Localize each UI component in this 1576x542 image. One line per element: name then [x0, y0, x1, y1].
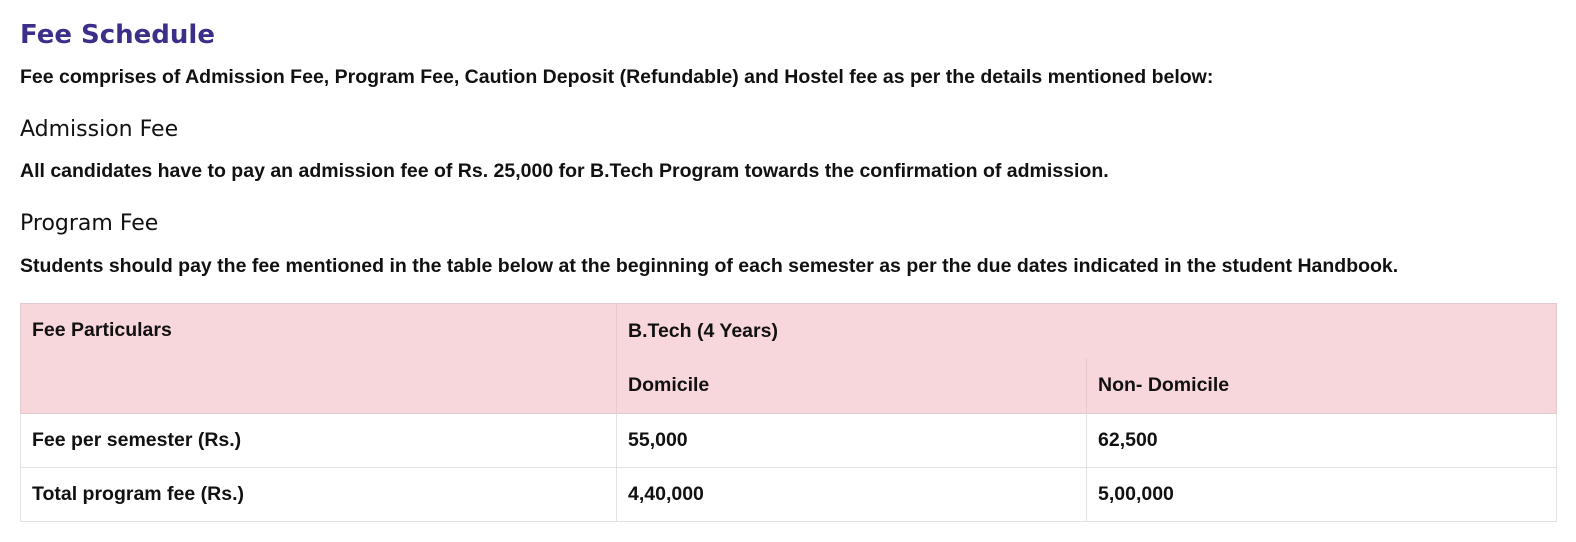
fee-table — [20, 303, 1557, 522]
program-fee-heading: Program Fee — [20, 211, 159, 236]
header-fee-particulars: Fee Particulars — [21, 304, 617, 414]
intro-text: Fee comprises of Admission Fee, Program Fee, Caution Deposit (Refundable) and Hostel fee as per the details mentioned below: — [20, 66, 1214, 88]
page-title: Fee Schedule — [20, 20, 215, 50]
table-header-row — [21, 304, 1557, 359]
table-row — [21, 468, 1557, 522]
header-non-domicile: Non- Domicile — [1087, 358, 1557, 414]
cell-domicile: 4,40,000 — [617, 468, 1087, 522]
table-row — [21, 414, 1557, 468]
admission-fee-heading: Admission Fee — [20, 117, 179, 142]
cell-non-domicile: 62,500 — [1087, 414, 1557, 468]
row-label: Total program fee (Rs.) — [21, 468, 617, 522]
admission-fee-text: All candidates have to pay an admission fee of Rs. 25,000 for B.Tech Program towards the confirmation of admission. — [20, 160, 1109, 182]
header-program: B.Tech (4 Years) — [617, 304, 1557, 359]
header-domicile: Domicile — [617, 358, 1087, 414]
cell-domicile: 55,000 — [617, 414, 1087, 468]
cell-non-domicile: 5,00,000 — [1087, 468, 1557, 522]
program-fee-text: Students should pay the fee mentioned in the table below at the beginning of each semester as per the due dates indicated in the student Handbook. — [20, 255, 1399, 277]
row-label: Fee per semester (Rs.) — [21, 414, 617, 468]
